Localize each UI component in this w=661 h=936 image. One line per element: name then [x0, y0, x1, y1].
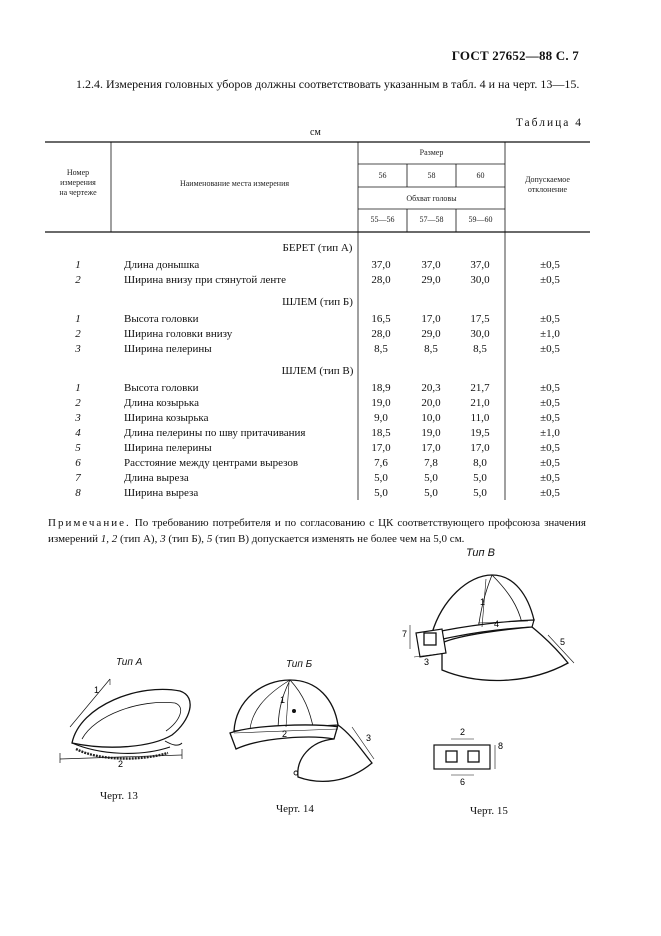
- fig15-dim-7: 7: [402, 629, 408, 639]
- row-value-58: 19,0: [421, 427, 441, 439]
- fig14-caption: Черт. 14: [276, 803, 314, 815]
- note-text-c: (тип Б),: [165, 533, 207, 545]
- row-tolerance: ±0,5: [540, 397, 560, 409]
- row-number: 5: [75, 442, 81, 454]
- section-title: ШЛЕМ (тип Б): [282, 296, 353, 308]
- fig14-type-label: Тип Б: [286, 659, 313, 670]
- row-number: 2: [75, 328, 81, 340]
- helmet-b-drawing: [222, 655, 392, 795]
- row-value-60: 5,0: [473, 487, 487, 499]
- table-row: [45, 273, 590, 287]
- fig15-dim-5: 5: [560, 637, 566, 647]
- hdr-tolerance-1: Допускаемое: [525, 175, 570, 184]
- row-value-56: 18,5: [371, 427, 391, 439]
- note-text-b: (тип А),: [117, 533, 161, 545]
- row-value-58: 10,0: [421, 412, 441, 424]
- row-name: Длина козырька: [124, 397, 199, 409]
- section-title: БЕРЕТ (тип А): [282, 242, 353, 254]
- row-tolerance: ±0,5: [540, 259, 560, 271]
- hdr-girth-1: 55—56: [370, 215, 395, 224]
- table-row: [45, 327, 590, 341]
- fig15-caption: Черт. 15: [470, 805, 508, 817]
- fig15-dim-2: 2: [460, 727, 466, 737]
- figure-14: [222, 655, 392, 830]
- row-name: Ширина выреза: [124, 487, 199, 499]
- row-value-56: 8,5: [374, 343, 388, 355]
- table-row: [45, 342, 590, 356]
- table-row: [45, 426, 590, 440]
- fig13-caption: Черт. 13: [100, 790, 138, 802]
- table-row: [45, 486, 590, 500]
- row-name: Ширина козырька: [124, 412, 209, 424]
- fig13-type-label: Тип А: [116, 657, 143, 668]
- section-title: ШЛЕМ (тип В): [281, 365, 354, 377]
- hdr-size-58: 58: [427, 171, 436, 180]
- row-tolerance: ±0,5: [540, 274, 560, 286]
- row-value-58: 29,0: [421, 328, 441, 340]
- row-number: 3: [75, 412, 81, 424]
- fig13-dim-1: 1: [94, 685, 100, 695]
- row-value-58: 17,0: [421, 313, 441, 325]
- row-name: Высота головки: [124, 382, 199, 394]
- row-name: Ширина пелерины: [124, 343, 212, 355]
- note-label: Примечание.: [48, 517, 131, 529]
- fig15-dim-6: 6: [460, 777, 466, 787]
- row-tolerance: ±0,5: [540, 412, 560, 424]
- row-name: Длина пелерины по шву притачивания: [124, 427, 306, 439]
- row-value-58: 20,0: [421, 397, 441, 409]
- fig13-dim-2: 2: [118, 759, 124, 769]
- row-number: 1: [75, 259, 81, 271]
- row-value-60: 17,0: [470, 442, 490, 454]
- hdr-name: Наименование места измерения: [179, 179, 290, 188]
- row-number: 2: [75, 397, 81, 409]
- row-number: 3: [75, 343, 81, 355]
- row-number: 2: [75, 274, 81, 286]
- fig15-dim-1: 1: [480, 597, 486, 607]
- hdr-size: Размер: [419, 148, 444, 157]
- table-row: [45, 312, 590, 326]
- fig15-type-label: Тип В: [466, 547, 495, 559]
- row-value-56: 19,0: [371, 397, 391, 409]
- note-refs-a: 1, 2: [100, 533, 118, 545]
- row-value-60: 8,0: [473, 457, 487, 469]
- row-name: Длина донышка: [124, 259, 200, 271]
- table-unit: см: [310, 127, 321, 138]
- row-value-58: 5,0: [424, 487, 438, 499]
- row-value-60: 37,0: [470, 259, 490, 271]
- hdr-tolerance-2: отклонение: [527, 185, 568, 194]
- row-value-56: 28,0: [371, 274, 391, 286]
- row-tolerance: ±0,5: [540, 343, 560, 355]
- figure-13: [40, 655, 240, 825]
- table-row: [45, 456, 590, 470]
- note-text-a: По требованию потребителя и по согласованию с ЦК соответствующего профсоюза значения измерений: [48, 517, 586, 545]
- fig14-dim-2: 2: [282, 729, 288, 739]
- row-number: 6: [75, 457, 81, 469]
- row-number: 1: [75, 382, 81, 394]
- row-tolerance: ±0,5: [540, 457, 560, 469]
- table-row: [45, 258, 590, 272]
- hdr-size-60: 60: [476, 171, 485, 180]
- row-value-60: 21,7: [470, 382, 490, 394]
- fig14-dim-3: 3: [366, 733, 372, 743]
- row-value-60: 11,0: [470, 412, 490, 424]
- row-tolerance: ±0,5: [540, 382, 560, 394]
- row-value-60: 8,5: [473, 343, 487, 355]
- row-value-60: 5,0: [473, 472, 487, 484]
- hdr-girth: Обхват головы: [406, 194, 457, 203]
- table-row: [45, 471, 590, 485]
- row-number: 4: [75, 427, 81, 439]
- hdr-number-2: измерения: [60, 178, 96, 187]
- row-tolerance: ±0,5: [540, 442, 560, 454]
- row-number: 7: [75, 472, 81, 484]
- hdr-size-56: 56: [378, 171, 387, 180]
- figure-15: [398, 545, 588, 825]
- page-header: ГОСТ 27652—88 С. 7: [451, 48, 579, 63]
- table-row: [45, 381, 590, 395]
- note-refs-b: 3: [160, 533, 166, 545]
- table-row: [45, 441, 590, 455]
- row-name: Ширина пелерины: [124, 442, 212, 454]
- row-value-60: 21,0: [470, 397, 490, 409]
- row-value-60: 17,5: [470, 313, 490, 325]
- row-value-56: 18,9: [371, 382, 391, 394]
- fig15-dim-3: 3: [424, 657, 430, 667]
- table-row: [45, 396, 590, 410]
- hdr-girth-2: 57—58: [419, 215, 444, 224]
- row-tolerance: ±1,0: [540, 328, 560, 340]
- note-refs-c: 5: [206, 533, 213, 545]
- row-value-56: 17,0: [371, 442, 391, 454]
- helmet-v-drawing: [398, 545, 588, 785]
- row-name: Ширина внизу при стянутой ленте: [124, 274, 286, 286]
- row-value-58: 8,5: [424, 343, 438, 355]
- row-name: Расстояние между центрами вырезов: [124, 457, 299, 469]
- row-name: Высота головки: [124, 313, 199, 325]
- fig15-dim-8: 8: [498, 741, 504, 751]
- row-value-60: 30,0: [470, 274, 490, 286]
- table-note: [48, 515, 586, 547]
- row-name: Ширина головки внизу: [124, 328, 233, 340]
- row-tolerance: ±0,5: [540, 472, 560, 484]
- row-tolerance: ±0,5: [540, 487, 560, 499]
- row-value-60: 19,5: [470, 427, 490, 439]
- row-value-56: 7,6: [374, 457, 388, 469]
- fig14-dim-1: 1: [280, 695, 286, 705]
- row-name: Длина выреза: [124, 472, 189, 484]
- row-value-58: 7,8: [424, 457, 438, 469]
- fig15-dim-4: 4: [494, 619, 500, 629]
- hdr-number-3: на чертеже: [59, 188, 97, 197]
- row-value-58: 17,0: [421, 442, 441, 454]
- table-caption: Таблица 4: [515, 117, 583, 129]
- row-tolerance: ±0,5: [540, 313, 560, 325]
- hdr-girth-3: 59—60: [468, 215, 493, 224]
- row-value-60: 30,0: [470, 328, 490, 340]
- row-value-58: 20,3: [421, 382, 441, 394]
- intro-paragraph: 1.2.4. Измерения головных уборов должны соответствовать указанным в табл. 4 и на черт. 13—15.: [76, 77, 580, 91]
- row-tolerance: ±1,0: [540, 427, 560, 439]
- row-value-58: 29,0: [421, 274, 441, 286]
- row-value-56: 5,0: [374, 472, 388, 484]
- beret-drawing: [40, 655, 240, 795]
- row-value-58: 5,0: [424, 472, 438, 484]
- row-value-56: 5,0: [374, 487, 388, 499]
- row-value-56: 9,0: [374, 412, 388, 424]
- row-number: 1: [75, 313, 81, 325]
- row-number: 8: [75, 487, 81, 499]
- table-row: [45, 411, 590, 425]
- row-value-56: 28,0: [371, 328, 391, 340]
- hdr-number-1: Номер: [66, 168, 90, 177]
- row-value-56: 16,5: [371, 313, 391, 325]
- row-value-56: 37,0: [371, 259, 391, 271]
- note-text-d: (тип В) допускается изменять не более чем на 5,0 см.: [212, 533, 465, 545]
- row-value-58: 37,0: [421, 259, 441, 271]
